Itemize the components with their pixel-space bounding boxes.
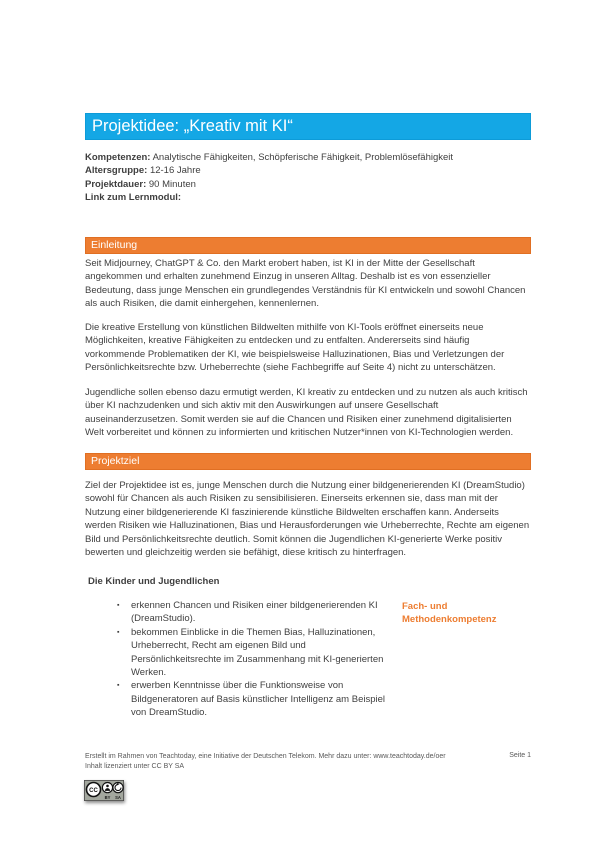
meta-block [85,151,531,205]
einleitung-paragraph-3: Jugendliche sollen ebenso dazu ermutigt werden, KI kreativ zu entdecken und zu nutzen als auch kritisch über KI nachzudenken und sich aktiv mit den Auswirkungen auf unsere Gesellschaft auseinanderzusetzen. Somit werden sie auf die Chancen und Risiken einer zunehmend digitalisierten Welt vorbereitet und können zu informierten und kritischen Nutzer*innen von KI-Technologien werden. [85,387,528,439]
list-item [117,679,393,719]
meta-row-altersgruppe [85,164,531,177]
sa-label: SA [115,795,121,801]
section-header-einleitung [85,237,531,254]
meta-label: Link zum Lernmodul: [85,192,182,204]
meta-label: Altersgruppe: [85,165,148,177]
projektziel-paragraph: Ziel der Projektidee ist es, junge Menschen durch die Nutzung einer bildgenerierenden KI (DreamStudio) sowohl für Chancen als auch Risiken zu sensibilisieren. Einerseits erkennen sie, dass man mit der Nutzung einer bildgenerierende KI faszinierende künstliche Bildwelten erschaffen kann. Anderseits werden Risiken wie Halluzinationen, Bias und Herausforderungen wie Urheberrechte, Rechte am eigenen Bild und Persönlichkeitsrechte deutlich. Somit können die Jugendlichen KI-generierte Werke positiv bewerten und gleichzeitig werden sie befähigt, diese kritisch zu hinterfragen. [85,480,530,559]
footer [85,752,485,771]
section-header-projektziel [85,453,531,470]
meta-value: 12-16 Jahre [149,165,201,177]
page-number: Seite 1 [509,752,531,759]
section-heading-text: Einleitung [91,239,138,251]
list-item [117,626,393,680]
meta-value: Analytische Fähigkeiten, Schöpferische Fähigkeit, Problemlösefähigkeit [152,152,454,163]
bullet-square-icon: ▪ [117,682,120,690]
meta-label: Kompetenzen: [85,152,151,163]
list-item-text: bekommen Einblicke in die Themen Bias, Halluzinationen, Urheberrecht, Recht am eigenen Bild und Persönlichkeitsrechte im Zusammenhang mit KI-generierten Werken. [131,626,384,679]
subheading-kinder-jugendliche: Die Kinder und Jugendlichen [88,576,220,587]
footer-line-2: Inhalt lizenziert unter CC BY SA [85,762,185,770]
bullet-square-icon: ▪ [117,602,120,609]
by-label: BY [104,795,111,801]
cc-circle-icon [87,783,101,797]
competency-tag: Fach- und Methodenkompetenz [402,601,497,626]
by-person-icon [102,783,112,793]
bullet-square-icon: ▪ [117,628,120,636]
svg-text:CC: CC [89,787,98,794]
footer-line-1: Erstellt im Rahmen von Teachtoday, eine Initiative der Deutschen Telekom. Mehr dazu unter: www.teachtoday.de/oer [85,753,446,760]
meta-row-lernmodul [85,191,531,204]
sa-arrow-icon [113,783,123,793]
document-title-bar [85,113,531,140]
einleitung-paragraph-1: Seit Midjourney, ChatGPT & Co. den Markt erobert haben, ist KI in der Mitte der Gesellschaft angekommen und erhalten zunehmend Einzug in unseren Alltag. Deshalb ist es von essenzieller Bedeutung, dass junge Menschen ein grundlegendes Verständnis für KI entwickeln und sowohl Chancen als auch Risiken, die damit einhergehen, kennenlernen. [85,258,526,310]
meta-value: 90 Minuten [148,178,196,190]
section-heading-text: Projektziel [91,455,140,467]
list-item [117,599,393,626]
meta-label: Projektdauer: [85,178,147,190]
meta-row-projektdauer [85,178,531,191]
learning-goals-list [117,599,393,720]
meta-row-kompetenzen [85,151,531,164]
list-item-text: erwerben Kenntnisse über die Funktionsweise von Bildgeneratoren auf Basis künstlicher Intelligenz am Beispiel von DreamStudio. [131,680,385,719]
cc-by-sa-license-badge [84,780,124,801]
list-item-text: erkennen Chancen und Risiken einer bildgenerierenden KI (DreamStudio). [131,600,378,625]
page-title: Projektidee: „Kreativ mit KI“ [92,117,293,135]
cc-license-icon [84,780,124,801]
einleitung-paragraph-2: Die kreative Erstellung von künstlichen Bildwelten mithilfe von KI-Tools eröffnet einerseits neue Möglichkeiten, kreative Fähigkeiten zu entdecken und zu entfalten. Andererseits sind häufig vorkommende Problematiken der KI, wie beispielsweise Halluzinationen, Bias und Verletzungen der Persönlichkeitsrechte bzw. Urheberrechte (siehe Fachbegriffe auf Seite 4) nicht zu unterschätzen. [85,322,505,374]
